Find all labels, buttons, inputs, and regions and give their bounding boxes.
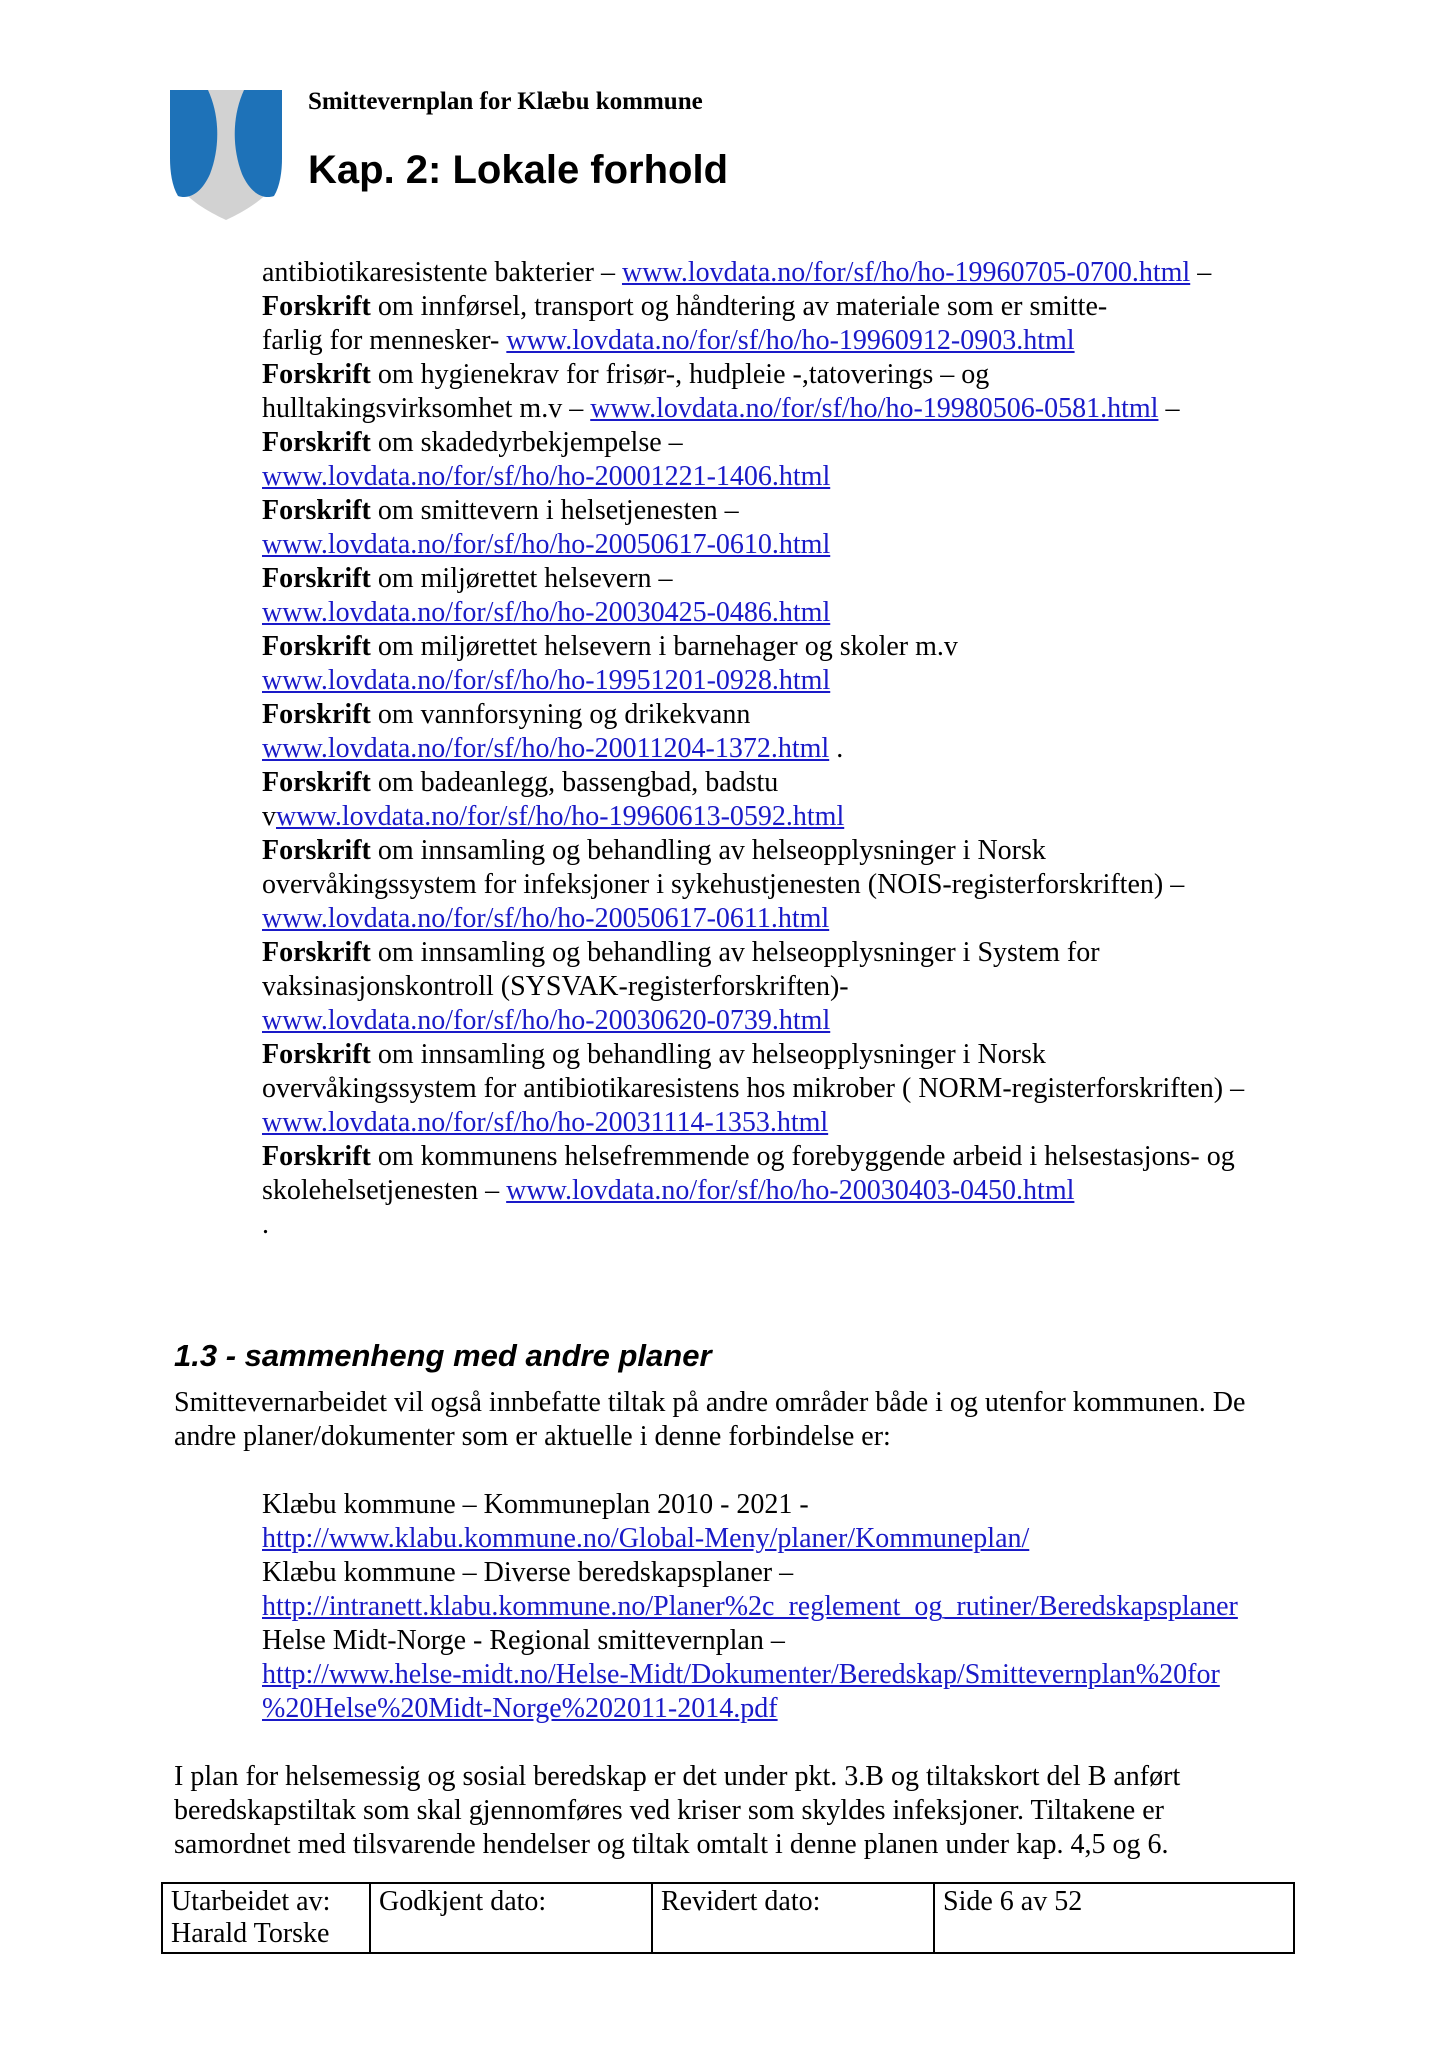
- regulation-line: [262, 1140, 1322, 1174]
- footer-page-cell: [934, 1883, 1294, 1953]
- plan-text: Helse Midt-Norge - Regional smittevernplan –: [262, 1625, 785, 1656]
- plan-link[interactable]: http://www.helse-midt.no/Helse-Midt/Dokumenter/Beredskap/Smittevernplan%20for: [262, 1659, 1220, 1690]
- regulation-line: [262, 562, 1322, 596]
- regulation-text: v: [262, 801, 276, 832]
- regulation-text: –: [1190, 257, 1212, 288]
- footer-prepared-label: Utarbeidet av:: [171, 1886, 331, 1917]
- regulation-item: [262, 630, 1322, 698]
- intro-line: Smittevernarbeidet vil også innbefatte tiltak på andre områder både i og utenfor kommunen. De: [174, 1387, 1246, 1418]
- regulation-text: om smittevern i helsetjenesten –: [370, 495, 739, 526]
- related-plans-list: [262, 1488, 1238, 1726]
- municipality-coat-of-arms: [168, 88, 284, 222]
- lovdata-link[interactable]: www.lovdata.no/for/sf/ho/ho-20050617-0610.html: [262, 529, 831, 560]
- plan-line: [262, 1556, 1238, 1590]
- closing-line: samordnet med tilsvarende hendelser og tiltak omtalt i denne planen under kap. 4,5 og 6.: [174, 1829, 1169, 1860]
- closing-line: beredskapstiltak som skal gjennomføres ved kriser som skyldes infeksjoner. Tiltakene er: [174, 1795, 1164, 1826]
- closing-paragraph: [174, 1760, 1314, 1862]
- regulation-line: [262, 732, 1322, 766]
- regulation-line: [262, 698, 1322, 732]
- regulation-line: [262, 834, 1322, 868]
- lovdata-link[interactable]: www.lovdata.no/for/sf/ho/ho-20001221-1406.html: [262, 461, 831, 492]
- plan-link[interactable]: %20Helse%20Midt-Norge%202011-2014.pdf: [262, 1693, 778, 1724]
- regulation-text: om skadedyrbekjempelse –: [370, 427, 683, 458]
- regulation-text: om vannforsyning og drikekvann: [370, 699, 751, 730]
- regulation-line: [262, 596, 1322, 630]
- regulation-line: [262, 1208, 1322, 1242]
- lovdata-link[interactable]: www.lovdata.no/for/sf/ho/ho-20030403-0450.html: [506, 1175, 1075, 1206]
- regulation-item: [262, 766, 1322, 834]
- plan-line: [262, 1624, 1238, 1658]
- lovdata-link[interactable]: www.lovdata.no/for/sf/ho/ho-19960613-0592.html: [276, 801, 845, 832]
- plan-line: [262, 1590, 1238, 1624]
- regulation-keyword: Forskrift: [262, 937, 371, 968]
- regulation-line: [262, 902, 1322, 936]
- regulation-line: [262, 256, 1322, 290]
- regulation-text: om miljørettet helsevern i barnehager og skoler m.v: [370, 631, 958, 662]
- lovdata-link[interactable]: www.lovdata.no/for/sf/ho/ho-19951201-0928.html: [262, 665, 831, 696]
- plan-text: Klæbu kommune – Diverse beredskapsplaner –: [262, 1557, 794, 1588]
- lovdata-link[interactable]: www.lovdata.no/for/sf/ho/ho-20030425-0486.html: [262, 597, 831, 628]
- regulation-line: [262, 324, 1322, 358]
- regulation-text: om badeanlegg, bassengbad, badstu: [370, 767, 779, 798]
- regulation-line: [262, 800, 1322, 834]
- regulation-text: om miljørettet helsevern –: [370, 563, 673, 594]
- regulation-item: [262, 256, 1322, 290]
- regulation-line: [262, 358, 1322, 392]
- intro-line: andre planer/dokumenter som er aktuelle i denne forbindelse er:: [174, 1421, 891, 1452]
- regulation-item: [262, 698, 1322, 766]
- regulation-text: om innførsel, transport og håndtering av materiale som er smitte-: [370, 291, 1108, 322]
- footer-page-number: Side 6 av 52: [943, 1886, 1083, 1917]
- regulation-text: –: [1158, 393, 1180, 424]
- regulation-keyword: Forskrift: [262, 767, 371, 798]
- regulation-item: [262, 936, 1322, 1038]
- footer-prepared-cell: [162, 1883, 370, 1953]
- plan-text: Klæbu kommune – Kommuneplan 2010 - 2021 -: [262, 1489, 809, 1520]
- regulation-text: overvåkingssystem for antibiotikaresistens hos mikrober ( NORM-registerforskriften) –: [262, 1073, 1245, 1104]
- regulation-line: [262, 1174, 1322, 1208]
- footer-prepared-by: Harald Torske: [171, 1918, 330, 1949]
- regulation-text: vaksinasjonskontroll (SYSVAK-registerforskriften)-: [262, 971, 849, 1002]
- regulation-line: [262, 664, 1322, 698]
- regulation-text: om innsamling og behandling av helseopplysninger i Norsk: [370, 835, 1046, 866]
- regulation-list: [262, 256, 1322, 1242]
- regulation-keyword: Forskrift: [262, 699, 371, 730]
- regulation-item: [262, 562, 1322, 630]
- regulation-item: [262, 290, 1322, 358]
- footer-revised-cell: [652, 1883, 934, 1953]
- closing-line: I plan for helsemessig og sosial beredskap er det under pkt. 3.B og tiltakskort del B anført: [174, 1761, 1181, 1792]
- plan-link[interactable]: http://intranett.klabu.kommune.no/Planer%2c_reglement_og_rutiner/Beredskapsplaner: [262, 1591, 1238, 1622]
- plan-line: [262, 1488, 1238, 1522]
- footer-approved-cell: [370, 1883, 652, 1953]
- regulation-text: skolehelsetjenesten –: [262, 1175, 507, 1206]
- regulation-text: om innsamling og behandling av helseopplysninger i System for: [370, 937, 1100, 968]
- regulation-item: [262, 1208, 1322, 1242]
- section-intro: [174, 1386, 1314, 1454]
- regulation-keyword: Forskrift: [262, 631, 371, 662]
- regulation-text: .: [262, 1209, 269, 1240]
- plan-line: [262, 1658, 1238, 1692]
- regulation-line: [262, 528, 1322, 562]
- footer-approved-label: Godkjent dato:: [379, 1886, 547, 1917]
- regulation-line: [262, 494, 1322, 528]
- chapter-title: Kap. 2: Lokale forhold: [308, 148, 729, 192]
- regulation-line: [262, 1038, 1322, 1072]
- regulation-line: [262, 1106, 1322, 1140]
- regulation-text: om kommunens helsefremmende og forebyggende arbeid i helsestasjons- og: [370, 1141, 1235, 1172]
- regulation-line: [262, 426, 1322, 460]
- regulation-item: [262, 1140, 1322, 1208]
- regulation-line: [262, 630, 1322, 664]
- regulation-line: [262, 868, 1322, 902]
- regulation-text: overvåkingssystem for infeksjoner i sykehustjenesten (NOIS-registerforskriften) –: [262, 869, 1185, 900]
- regulation-line: [262, 460, 1322, 494]
- lovdata-link[interactable]: www.lovdata.no/for/sf/ho/ho-19960705-0700.html: [621, 257, 1191, 288]
- regulation-text: farlig for mennesker-: [262, 325, 507, 356]
- regulation-line: [262, 970, 1322, 1004]
- regulation-line: [262, 1004, 1322, 1038]
- regulation-item: [262, 426, 1322, 494]
- regulation-text: .: [829, 733, 844, 764]
- regulation-item: [262, 1038, 1322, 1140]
- regulation-line: [262, 392, 1322, 426]
- lovdata-link[interactable]: www.lovdata.no/for/sf/ho/ho-20050617-0611.html: [262, 903, 830, 934]
- regulation-item: [262, 494, 1322, 562]
- regulation-keyword: Forskrift: [262, 495, 371, 526]
- plan-line: [262, 1522, 1238, 1556]
- regulation-keyword: Forskrift: [262, 359, 371, 390]
- lovdata-link[interactable]: www.lovdata.no/for/sf/ho/ho-19960912-0903.html: [506, 325, 1075, 356]
- regulation-text: om innsamling og behandling av helseopplysninger i Norsk: [370, 1039, 1046, 1070]
- lovdata-link[interactable]: www.lovdata.no/for/sf/ho/ho-20030620-0739.html: [262, 1005, 831, 1036]
- footer-table: [161, 1882, 1295, 1954]
- footer-revised-label: Revidert dato:: [661, 1886, 821, 1917]
- regulation-text: antibiotikaresistente bakterier –: [262, 257, 622, 288]
- plan-line: [262, 1692, 1238, 1726]
- section-heading: 1.3 - sammenheng med andre planer: [174, 1338, 712, 1373]
- plan-link[interactable]: http://www.klabu.kommune.no/Global-Meny/planer/Kommuneplan/: [262, 1523, 1030, 1554]
- regulation-line: [262, 766, 1322, 800]
- regulation-keyword: Forskrift: [262, 835, 371, 866]
- regulation-text: hulltakingsvirksomhet m.v –: [262, 393, 591, 424]
- lovdata-link[interactable]: www.lovdata.no/for/sf/ho/ho-19980506-0581.html: [590, 393, 1159, 424]
- regulation-keyword: Forskrift: [262, 291, 371, 322]
- regulation-item: [262, 358, 1322, 426]
- regulation-keyword: Forskrift: [262, 563, 371, 594]
- regulation-line: [262, 936, 1322, 970]
- lovdata-link[interactable]: www.lovdata.no/for/sf/ho/ho-20031114-1353.html: [262, 1107, 829, 1138]
- regulation-item: [262, 834, 1322, 936]
- regulation-line: [262, 290, 1322, 324]
- document-title: Smittevernplan for Klæbu kommune: [308, 88, 703, 115]
- regulation-keyword: Forskrift: [262, 427, 371, 458]
- regulation-keyword: Forskrift: [262, 1141, 371, 1172]
- regulation-text: om hygienekrav for frisør-, hudpleie -,tatoverings – og: [370, 359, 990, 390]
- regulation-keyword: Forskrift: [262, 1039, 371, 1070]
- lovdata-link[interactable]: www.lovdata.no/for/sf/ho/ho-20011204-1372.html: [262, 733, 830, 764]
- regulation-line: [262, 1072, 1322, 1106]
